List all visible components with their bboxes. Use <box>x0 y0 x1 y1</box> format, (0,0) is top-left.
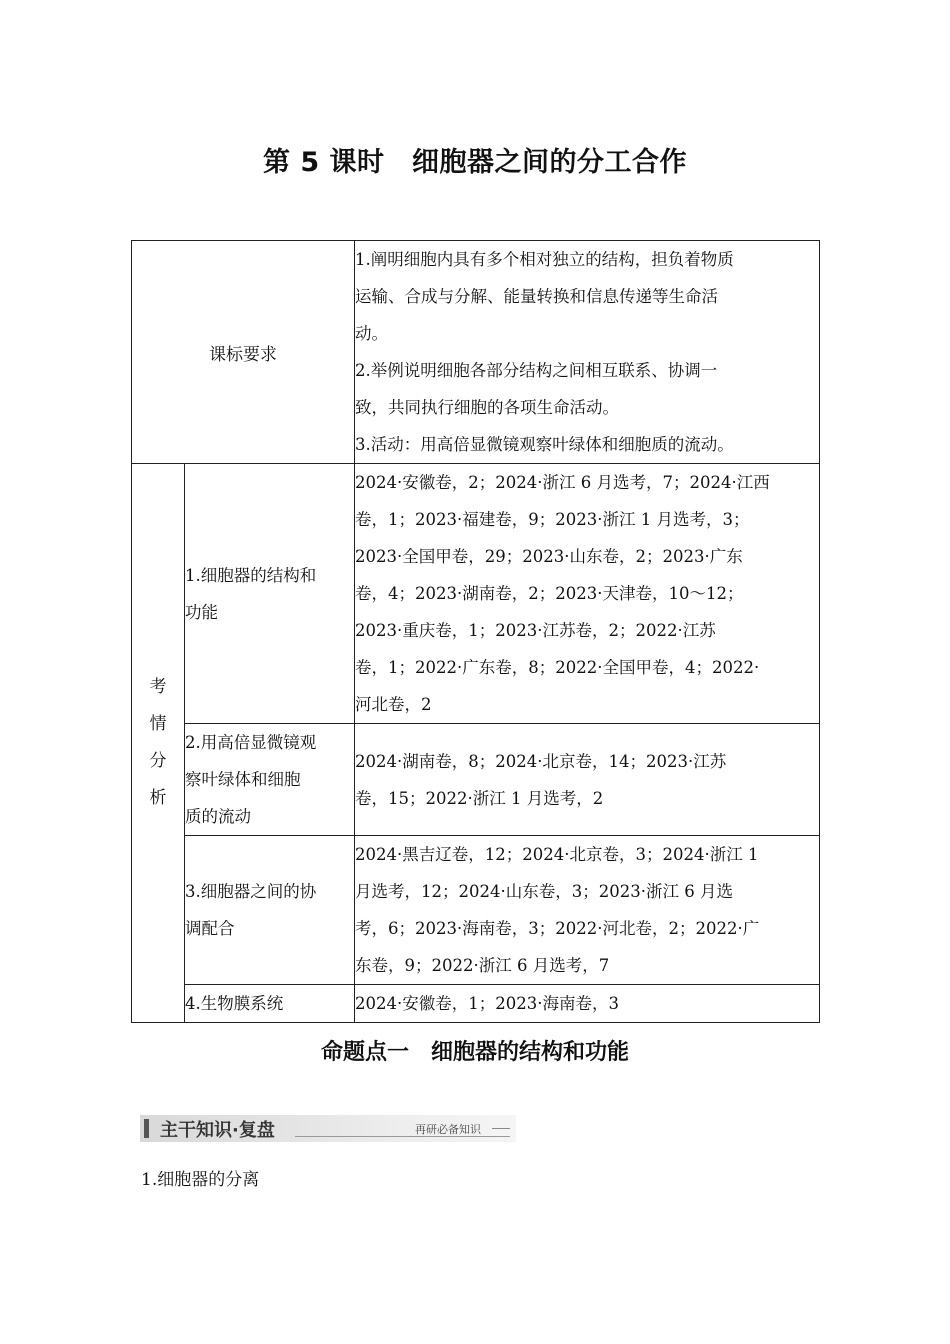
analysis-label-char: 情 <box>149 714 167 734</box>
exam-line: 河北卷，2 <box>355 695 432 714</box>
banner-title: 主干知识·复盘 <box>160 1120 275 1141</box>
standard-line: 动。 <box>355 324 388 343</box>
exam-point <box>185 836 355 985</box>
analysis-label-char: 考 <box>149 677 167 697</box>
exam-point-line: 2.用高倍显微镜观 <box>185 733 317 752</box>
exam-point-line: 功能 <box>185 602 218 622</box>
exam-line: 2024·安徽卷，1；2023·海南卷，3 <box>355 994 619 1013</box>
banner-subtitle-line <box>492 1128 510 1129</box>
exam-line: 考，6；2023·海南卷，3；2022·河北卷，2；2022·广 <box>355 919 760 938</box>
section-banner <box>140 1115 516 1142</box>
banner-subtitle: 再研必备知识 <box>415 1123 481 1136</box>
banner-bar <box>144 1119 149 1138</box>
exam-line: 月选考，12；2024·山东卷，3；2023·浙江 6 月选 <box>355 882 733 901</box>
exam-list <box>355 985 820 1023</box>
standard-line: 2.举例说明细胞各部分结构之间相互联系、协调一 <box>355 361 718 380</box>
exam-line: 2023·重庆卷，1；2023·江苏卷，2；2022·江苏 <box>355 621 716 640</box>
exam-line: 卷，1；2023·福建卷，9；2023·浙江 1 月选考，3； <box>355 510 750 529</box>
exam-line: 卷，15；2022·浙江 1 月选考，2 <box>355 788 604 808</box>
exam-list <box>355 464 820 724</box>
section-heading: 1.细胞器的分离 <box>141 1170 260 1190</box>
standard-line: 致，共同执行细胞的各项生命活动。 <box>355 398 619 417</box>
exam-line: 2024·安徽卷，2；2024·浙江 6 月选考，7；2024·江西 <box>355 473 770 492</box>
standard-lines <box>355 241 819 463</box>
exam-line: 卷，1；2022·广东卷，8；2022·全国甲卷，4；2022· <box>355 658 760 677</box>
curriculum-table <box>131 240 820 1023</box>
exam-point-line: 质的流动 <box>185 807 251 826</box>
analysis-label <box>132 464 185 1023</box>
analysis-row-4 <box>132 985 820 1023</box>
standard-content <box>355 241 820 464</box>
analysis-row-1 <box>132 464 820 724</box>
exam-list <box>355 836 820 985</box>
exam-line: 卷，4；2023·湖南卷，2；2023·天津卷，10～12； <box>355 584 744 603</box>
exam-point-line: 3.细胞器之间的协 <box>185 882 317 901</box>
exam-line: 2023·全国甲卷，29；2023·山东卷，2；2023·广东 <box>355 547 743 566</box>
exam-point-line: 调配合 <box>185 919 235 938</box>
exam-line: 2024·黑吉辽卷，12；2024·北京卷，3；2024·浙江 1 <box>355 845 759 864</box>
analysis-label-char: 析 <box>149 788 167 808</box>
exam-point <box>185 464 355 724</box>
analysis-label-char: 分 <box>149 751 167 771</box>
exam-line: 东卷，9；2022·浙江 6 月选考，7 <box>355 956 610 975</box>
exam-point <box>185 724 355 836</box>
exam-point-line: 察叶绿体和细胞 <box>185 770 301 789</box>
analysis-row-2 <box>132 724 820 836</box>
exam-point <box>185 985 355 1023</box>
lesson-title: 第 5 课时 细胞器之间的分工合作 <box>262 147 688 178</box>
standard-line: 1.阐明细胞内具有多个相对独立的结构，担负着物质 <box>355 250 734 269</box>
exam-point-line: 4.生物膜系统 <box>185 994 284 1013</box>
proposition-heading: 命题点一 细胞器的结构和功能 <box>320 1040 629 1065</box>
analysis-row-3 <box>132 836 820 985</box>
exam-list <box>355 724 820 836</box>
standard-label: 课标要求 <box>132 241 355 464</box>
standard-line: 3.活动：用高倍显微镜观察叶绿体和细胞质的流动。 <box>355 435 734 454</box>
exam-point-line: 1.细胞器的结构和 <box>185 565 317 585</box>
standard-line: 运输、合成与分解、能量转换和信息传递等生命活 <box>355 287 718 306</box>
standard-row <box>132 241 820 464</box>
exam-line: 2024·湖南卷，8；2024·北京卷，14；2023·江苏 <box>355 751 727 771</box>
